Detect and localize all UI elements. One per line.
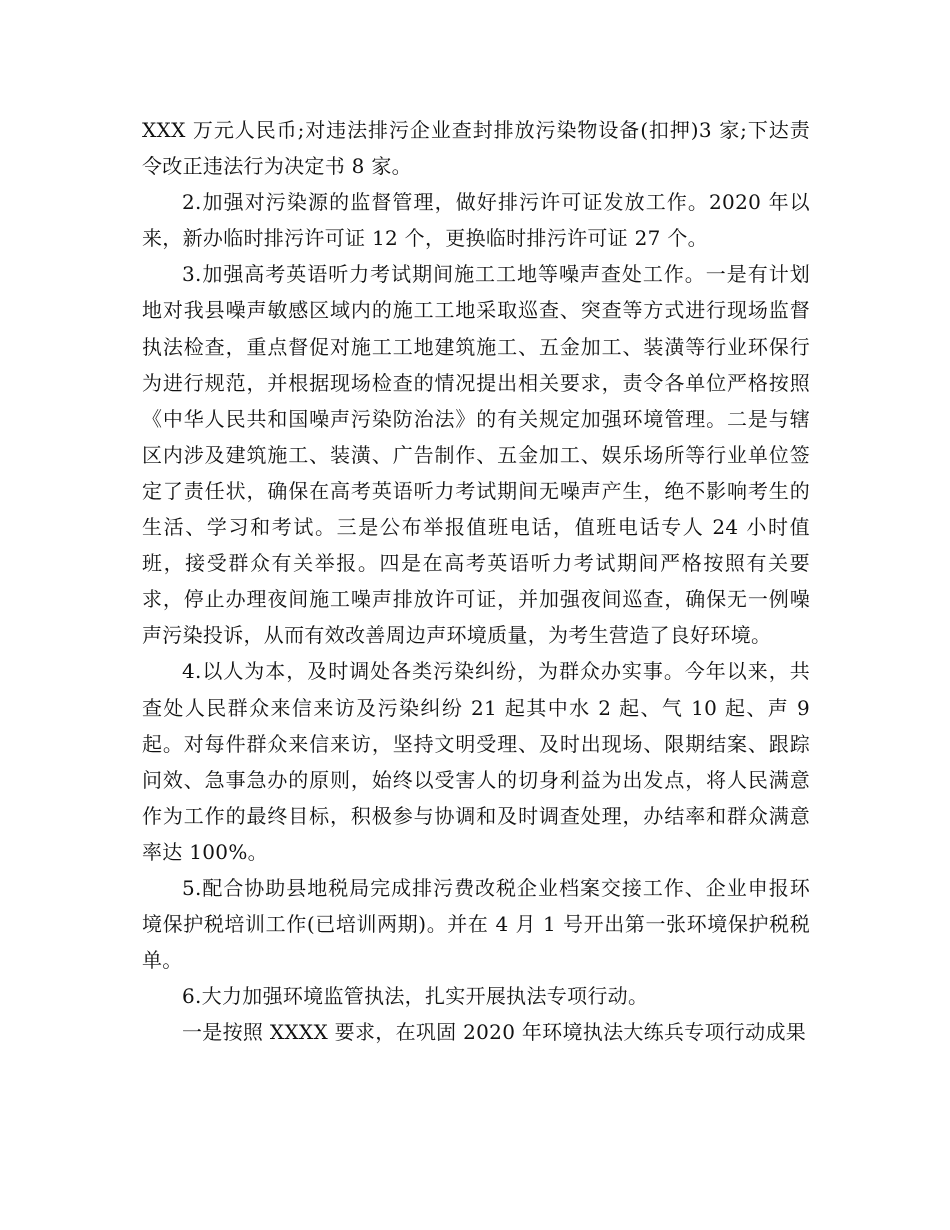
document-body <box>142 112 810 1050</box>
paragraph-7: 一是按照 XXXX 要求，在巩固 2020 年环境执法大练兵专项行动成果 <box>182 1020 807 1045</box>
paragraph-3: 3.加强高考英语听力考试期间施工工地等噪声查处工作。一是有计划地对我县噪声敏感区域内的施工工地采取巡查、突查等方式进行现场监督执法检查，重点督促对施工工地建筑施工、五金加工、装潢等行业环保行为进行规范，并根据现场检查的情况提出相关要求，责令各单位严格按照《中华人民共和国噪声污染防治法》的有关规定加强环境管理。二是与辖区内涉及建筑施工、装潢、广告制作、五金加工、娱乐场所等行业单位签定了责任状，确保在高考英语听力考试期间无噪声产生，绝不影响考生的生活、学习和考试。三是公布举报值班电话，值班电话专人 24 小时值班，接受群众有关举报。四是在高考英语听力考试期间严格按照有关要求，停止办理夜间施工噪声排放许可证，并加强夜间巡查，确保无一例噪声污染投诉，从而有效改善周边声环境质量，为考生营造了良好环境。 <box>142 262 810 648</box>
paragraph-5: 5.配合协助县地税局完成排污费改税企业档案交接工作、企业申报环境保护税培训工作(已培训两期)。并在 4 月 1 号开出第一张环境保护税税单。 <box>142 875 810 973</box>
paragraph-1: XXX 万元人民币;对违法排污企业查封排放污染物设备(扣押)3 家;下达责令改正违法行为决定书 8 家。 <box>142 118 810 179</box>
paragraph-4: 4.以人为本，及时调处各类污染纠纷，为群众办实事。今年以来，共查处人民群众来信来访及污染纠纷 21 起其中水 2 起、气 10 起、声 9 起。对每件群众来信来访，坚持文明受理、及时出现场、限期结案、跟踪问效、急事急办的原则，始终以受害人的切身利益为出发点，将人民满意作为工作的最终目标，积极参与协调和及时调查处理，办结率和群众满意率达 100%。 <box>142 659 810 864</box>
paragraph-6: 6.大力加强环境监管执法，扎实开展执法专项行动。 <box>182 984 649 1009</box>
paragraph-2: 2.加强对污染源的监督管理，做好排污许可证发放工作。2020 年以来，新办临时排污许可证 12 个，更换临时排污许可证 27 个。 <box>142 190 810 251</box>
